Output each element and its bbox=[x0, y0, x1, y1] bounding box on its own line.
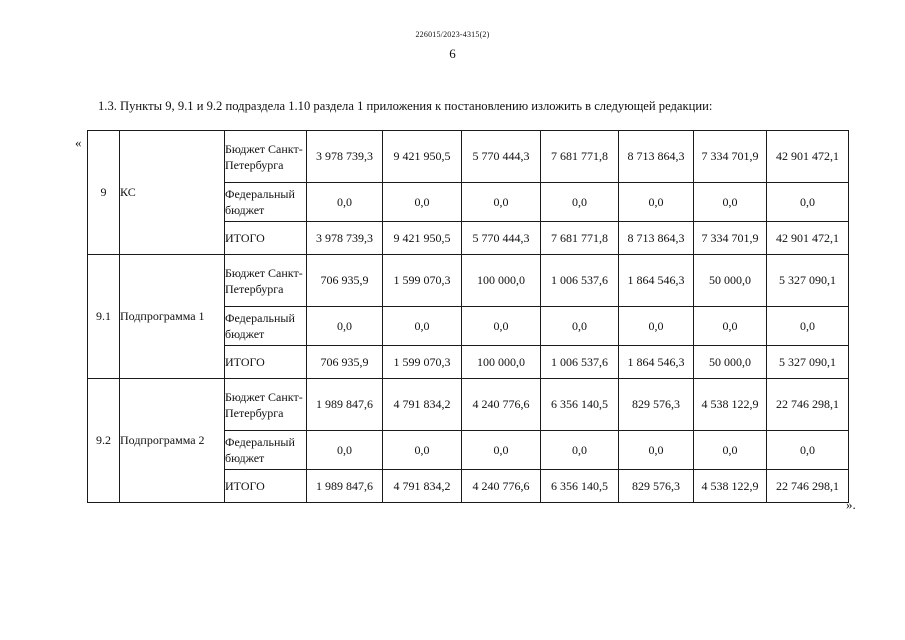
year-value-cell: 0,0 bbox=[462, 431, 541, 470]
year-value-cell: 0,0 bbox=[619, 307, 694, 346]
year-value-cell: 50 000,0 bbox=[694, 346, 767, 379]
funding-source: ИТОГО bbox=[225, 346, 307, 379]
year-value-cell: 4 538 122,9 bbox=[694, 470, 767, 503]
year-value-cell: 3 978 739,3 bbox=[307, 131, 383, 183]
year-value-cell: 5 770 444,3 bbox=[462, 222, 541, 255]
year-value-cell: 7 681 771,8 bbox=[541, 131, 619, 183]
year-value-cell: 0,0 bbox=[383, 431, 462, 470]
year-value-cell: 1 989 847,6 bbox=[307, 379, 383, 431]
year-value-cell: 0,0 bbox=[383, 307, 462, 346]
year-value-cell: 6 356 140,5 bbox=[541, 470, 619, 503]
year-value-cell: 100 000,0 bbox=[462, 255, 541, 307]
year-value-cell: 4 791 834,2 bbox=[383, 470, 462, 503]
year-value-cell: 0,0 bbox=[619, 183, 694, 222]
opening-quote: « bbox=[75, 135, 82, 150]
year-value-cell: 1 989 847,6 bbox=[307, 470, 383, 503]
year-value-cell: 0,0 bbox=[619, 431, 694, 470]
year-value-cell: 50 000,0 bbox=[694, 255, 767, 307]
item-name: КС bbox=[120, 131, 225, 255]
year-value-cell: 5 770 444,3 bbox=[462, 131, 541, 183]
total-value-cell: 5 327 090,1 bbox=[767, 255, 849, 307]
table-row bbox=[88, 379, 849, 431]
total-value-cell: 5 327 090,1 bbox=[767, 346, 849, 379]
total-value-cell: 0,0 bbox=[767, 183, 849, 222]
year-value-cell: 706 935,9 bbox=[307, 255, 383, 307]
item-number: 9.1 bbox=[88, 255, 120, 379]
total-value-cell: 0,0 bbox=[767, 431, 849, 470]
year-value-cell: 829 576,3 bbox=[619, 379, 694, 431]
funding-table bbox=[87, 130, 849, 503]
year-value-cell: 6 356 140,5 bbox=[541, 379, 619, 431]
year-value-cell: 3 978 739,3 bbox=[307, 222, 383, 255]
year-value-cell: 1 864 546,3 bbox=[619, 346, 694, 379]
year-value-cell: 1 006 537,6 bbox=[541, 255, 619, 307]
year-value-cell: 829 576,3 bbox=[619, 470, 694, 503]
item-number: 9 bbox=[88, 131, 120, 255]
year-value-cell: 0,0 bbox=[383, 183, 462, 222]
item-name: Подпрограмма 1 bbox=[120, 255, 225, 379]
year-value-cell: 4 240 776,6 bbox=[462, 470, 541, 503]
year-value-cell: 8 713 864,3 bbox=[619, 131, 694, 183]
page-number: 6 bbox=[449, 46, 456, 61]
funding-source: Федеральный бюджет bbox=[225, 183, 307, 222]
total-value-cell: 42 901 472,1 bbox=[767, 222, 849, 255]
year-value-cell: 0,0 bbox=[541, 431, 619, 470]
year-value-cell: 0,0 bbox=[694, 183, 767, 222]
year-value-cell: 9 421 950,5 bbox=[383, 131, 462, 183]
funding-source: Федеральный бюджет bbox=[225, 431, 307, 470]
year-value-cell: 0,0 bbox=[694, 307, 767, 346]
year-value-cell: 0,0 bbox=[307, 431, 383, 470]
item-number: 9.2 bbox=[88, 379, 120, 503]
document-id: 226015/2023-4315(2) bbox=[415, 30, 490, 39]
year-value-cell: 4 240 776,6 bbox=[462, 379, 541, 431]
year-value-cell: 4 538 122,9 bbox=[694, 379, 767, 431]
funding-source: ИТОГО bbox=[225, 470, 307, 503]
year-value-cell: 0,0 bbox=[694, 431, 767, 470]
intro-paragraph: 1.3. Пункты 9, 9.1 и 9.2 подраздела 1.10 раздела 1 приложения к постановлению изложить в следующей редакции: bbox=[98, 99, 713, 113]
year-value-cell: 1 599 070,3 bbox=[383, 255, 462, 307]
total-value-cell: 22 746 298,1 bbox=[767, 379, 849, 431]
year-value-cell: 0,0 bbox=[541, 307, 619, 346]
year-value-cell: 100 000,0 bbox=[462, 346, 541, 379]
funding-source: Бюджет Санкт-Петербурга bbox=[225, 379, 307, 431]
table-row bbox=[88, 255, 849, 307]
year-value-cell: 706 935,9 bbox=[307, 346, 383, 379]
funding-source: Бюджет Санкт-Петербурга bbox=[225, 131, 307, 183]
year-value-cell: 7 681 771,8 bbox=[541, 222, 619, 255]
year-value-cell: 0,0 bbox=[307, 183, 383, 222]
year-value-cell: 4 791 834,2 bbox=[383, 379, 462, 431]
year-value-cell: 7 334 701,9 bbox=[694, 222, 767, 255]
year-value-cell: 1 864 546,3 bbox=[619, 255, 694, 307]
year-value-cell: 8 713 864,3 bbox=[619, 222, 694, 255]
year-value-cell: 0,0 bbox=[462, 183, 541, 222]
total-value-cell: 22 746 298,1 bbox=[767, 470, 849, 503]
year-value-cell: 1 006 537,6 bbox=[541, 346, 619, 379]
funding-source: Бюджет Санкт-Петербурга bbox=[225, 255, 307, 307]
item-name: Подпрограмма 2 bbox=[120, 379, 225, 503]
year-value-cell: 7 334 701,9 bbox=[694, 131, 767, 183]
total-value-cell: 0,0 bbox=[767, 307, 849, 346]
table-row bbox=[88, 131, 849, 183]
year-value-cell: 0,0 bbox=[462, 307, 541, 346]
funding-source: Федеральный бюджет bbox=[225, 307, 307, 346]
closing-quote: ». bbox=[846, 497, 856, 512]
year-value-cell: 0,0 bbox=[307, 307, 383, 346]
year-value-cell: 0,0 bbox=[541, 183, 619, 222]
year-value-cell: 1 599 070,3 bbox=[383, 346, 462, 379]
year-value-cell: 9 421 950,5 bbox=[383, 222, 462, 255]
funding-source: ИТОГО bbox=[225, 222, 307, 255]
total-value-cell: 42 901 472,1 bbox=[767, 131, 849, 183]
